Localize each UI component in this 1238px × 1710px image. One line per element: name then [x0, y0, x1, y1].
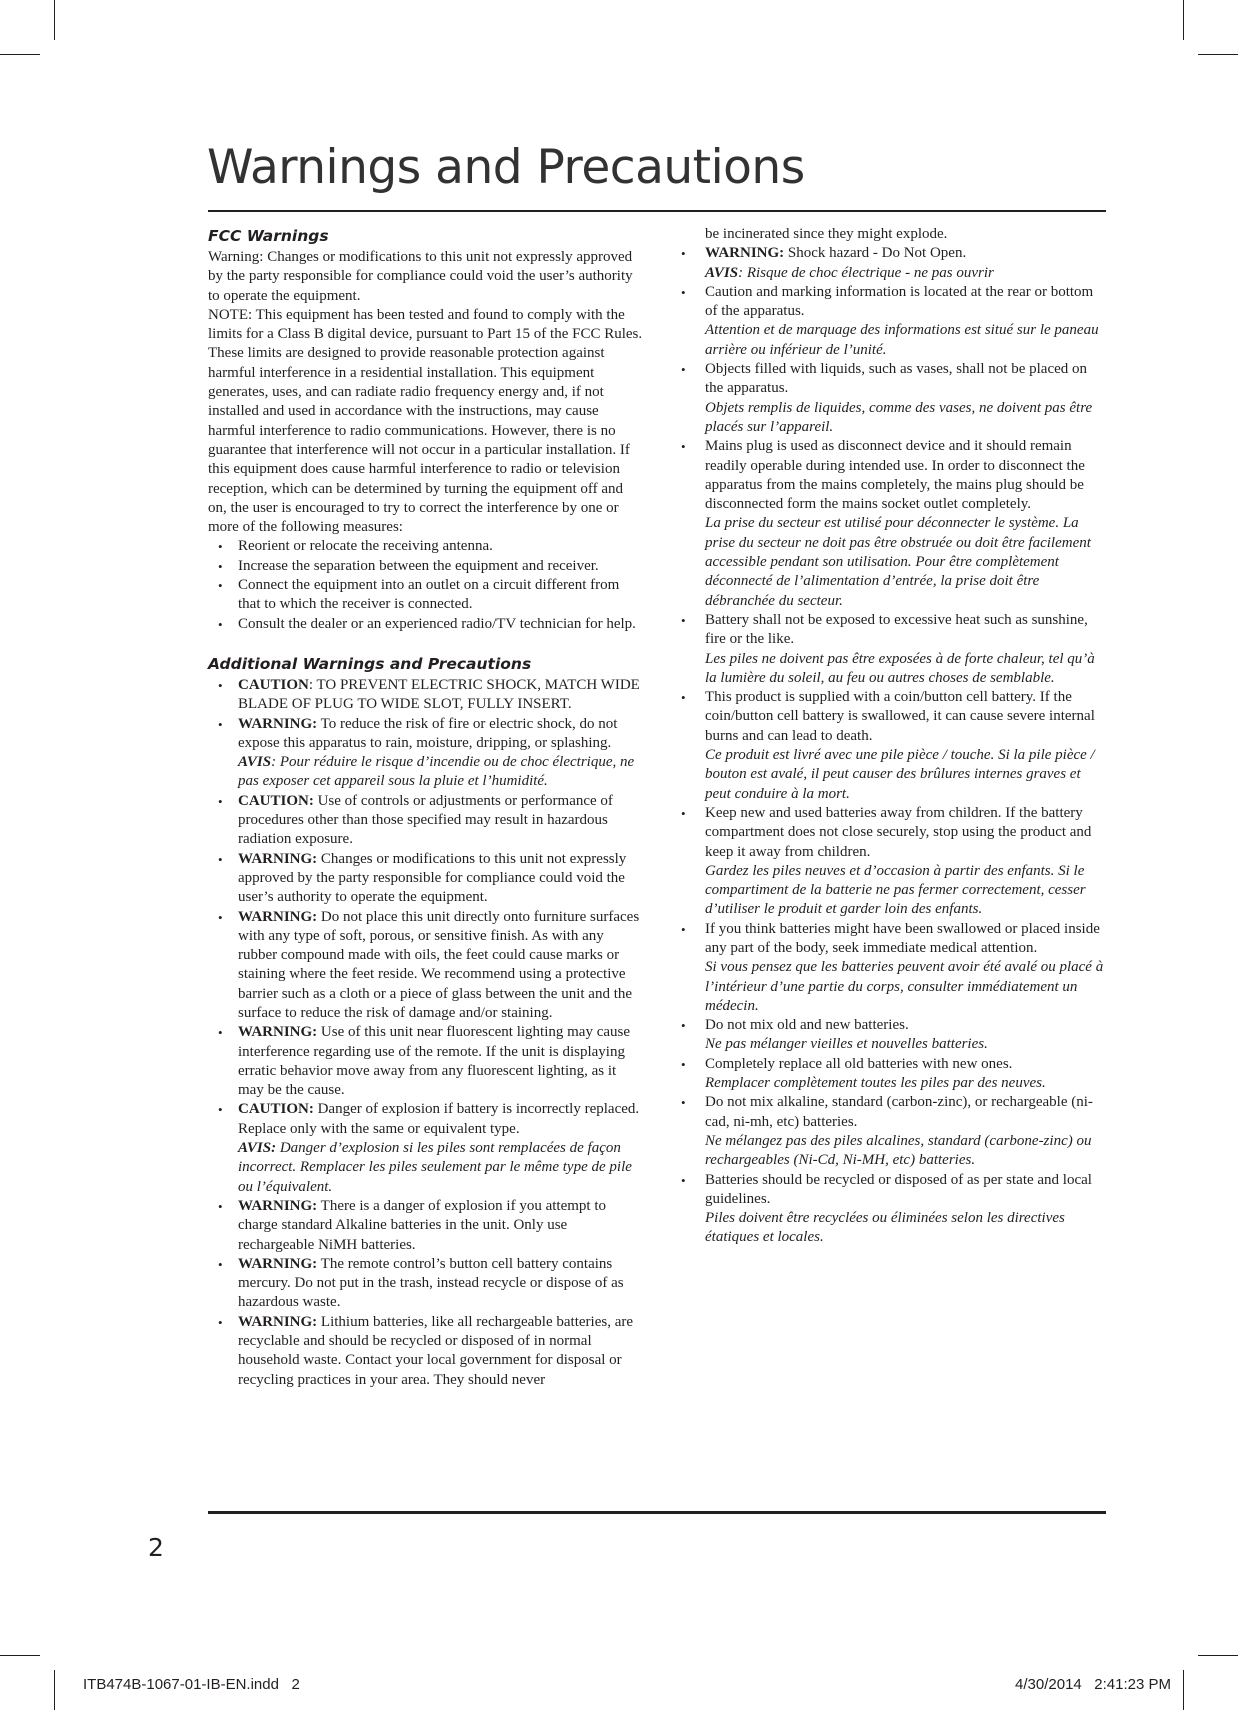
list-item	[677, 1016, 1107, 1055]
list-item	[208, 1197, 645, 1255]
list-item	[208, 850, 645, 908]
slug-file-info: ITB474B-1067-01-IB-EN.indd 2	[83, 1676, 300, 1693]
list-item	[677, 804, 1107, 920]
french-translation: Si vous pensez que les batteries peuvent avoir été avalé ou placé à l’intérieur d’une partie du corps, consulter immédiatement un médecin.	[705, 959, 1104, 1014]
french-translation: Piles doivent être recyclées ou éliminées selon les directives étatiques et locales.	[705, 1210, 1065, 1246]
list-item	[677, 1055, 1107, 1094]
crop-mark	[1183, 1670, 1184, 1710]
crop-mark	[0, 1655, 40, 1656]
warning-text: Use of controls or adjustments or performance of procedures other than those specified may result in hazardous radiation exposure.	[238, 792, 613, 848]
crop-mark	[1183, 0, 1184, 40]
warning-text: This product is supplied with a coin/button cell battery. If the coin/button cell battery is swallowed, it can cause severe internal burns and can lead to death.	[705, 689, 1095, 744]
warning-text: Do not place this unit directly onto furniture surfaces with any type of soft, porous, or sensitive finish. As with any rubber compound made with oils, the feet could cause marks or staining where the feet reside. We recommend using a protective barrier such as a cloth or a piece of glass between the unit and the surface to reduce the risk of damage and/or staining.	[238, 908, 640, 1021]
french-translation: Gardez les piles neuves et d’occasion à partir des enfants. Si le compartiment de la batterie ne pas fermer correctement, cesser d’utiliser le produit et garder loin des enfants.	[705, 862, 1086, 918]
warning-text: : TO PREVENT ELECTRIC SHOCK, MATCH WIDE BLADE OF PLUG TO WIDE SLOT, FULLY INSERT.	[238, 676, 640, 713]
warning-label: WARNING:	[238, 850, 318, 867]
list-item	[677, 437, 1107, 611]
french-label: AVIS	[238, 754, 272, 771]
title-rule	[208, 210, 1106, 212]
list-item	[677, 611, 1107, 688]
list-item	[208, 1023, 645, 1100]
french-translation	[238, 1139, 645, 1197]
warning-text: Keep new and used batteries away from children. If the battery compartment does not close securely, stop using the product and keep it away from children.	[705, 804, 1092, 860]
list-item	[208, 1255, 645, 1313]
list-item	[677, 360, 1107, 437]
crop-mark	[1198, 1655, 1238, 1656]
french-translation: La prise du secteur est utilisé pour déconnecter le système. La prise du secteur ne doit pas être obstruée ou doit être facilement accessible pendant son utilisation. Pour être complètement déconnecté de l’alimentation d’entrée, la prise doit être débranchée du secteur.	[705, 515, 1091, 609]
list-item: • Connect the equipment into an outlet on a circuit different from that to which the receiver is connected.	[208, 576, 645, 615]
list-item: • Consult the dealer or an experienced radio/TV technician for help.	[208, 615, 645, 634]
warning-text: Batteries should be recycled or disposed of as per state and local guidelines.	[705, 1171, 1092, 1207]
warning-text: Battery shall not be exposed to excessive heat such as sunshine, fire or the like.	[705, 611, 1088, 648]
footer-rule	[208, 1511, 1106, 1514]
crop-mark	[0, 54, 40, 55]
warning-text: There is a danger of explosion if you attempt to charge standard Alkaline batteries in the unit. Only use rechargeable NiMH batteries.	[238, 1197, 606, 1253]
french-label: AVIS:	[238, 1140, 277, 1157]
page-title: Warnings and Precautions	[207, 140, 805, 195]
crop-mark	[54, 0, 55, 40]
left-column	[208, 226, 645, 1390]
warning-text: Do not mix alkaline, standard (carbon-zinc), or rechargeable (ni-cad, ni-mh, etc) batteries.	[705, 1094, 1093, 1130]
french-translation: Les piles ne doivent pas être exposées à de forte chaleur, tel qu’à la lumière du soleil, au feu ou autres choses de semblable.	[705, 650, 1095, 686]
warning-text: Lithium batteries, like all rechargeable batteries, are recyclable and should be recycled or disposed of in normal household waste. Contact your local government for disposal or recycling practices in your area. They should never	[238, 1313, 633, 1388]
french-translation	[705, 264, 1107, 283]
warning-text: Mains plug is used as disconnect device and it should remain readily operable during intended use. In order to disconnect the apparatus from the mains completely, the mains plug should be disconnected form the mains socket outlet completely.	[705, 438, 1085, 513]
fcc-warning-paragraph: Warning: Changes or modifications to this unit not expressly approved by the party responsible for compliance could void the user’s authority to operate the equipment.	[208, 249, 633, 304]
list-item: • Increase the separation between the equipment and receiver.	[208, 557, 645, 576]
list-item	[677, 1093, 1107, 1170]
french-translation: Ne mélangez pas des piles alcalines, standard (carbone-zinc) ou rechargeables (Ni-Cd, Ni-MH, etc) batteries.	[705, 1132, 1092, 1169]
warning-label: CAUTION	[238, 676, 309, 693]
list-item	[208, 676, 645, 715]
list-item	[208, 908, 645, 1024]
continued-text: be incinerated since they might explode.	[705, 226, 948, 242]
additional-warnings-list	[208, 676, 645, 1390]
warning-label: WARNING:	[238, 1313, 318, 1330]
warning-text: If you think batteries might have been swallowed or placed inside any part of the body, seek immediate medical attention.	[705, 920, 1100, 956]
slug-timestamp: 4/30/2014 2:41:23 PM	[1015, 1676, 1171, 1693]
list-item	[208, 792, 645, 850]
list-item	[677, 688, 1107, 804]
warning-text: To reduce the risk of fire or electric shock, do not expose this apparatus to rain, moisture, dripping, or splashing.	[238, 715, 618, 751]
warning-label: WARNING:	[238, 715, 318, 732]
right-column	[677, 225, 1107, 1248]
list-item	[208, 1313, 645, 1390]
list-item	[677, 1171, 1107, 1248]
french-text: Danger d’explosion si les piles sont remplacées de façon incorrect. Remplacer les piles seulement par le même type de pile ou l’équivalent.	[238, 1140, 632, 1195]
french-text: : Pour réduire le risque d’incendie ou de choc électrique, ne pas exposer cet appareil sous la pluie et l’humidité.	[238, 754, 635, 790]
warning-label: WARNING:	[238, 1024, 318, 1041]
fcc-measures-list	[208, 537, 645, 633]
warning-label: WARNING:	[238, 1255, 318, 1272]
right-warnings-list	[677, 244, 1107, 1247]
french-translation: Attention et de marquage des informations est situé sur le paneau arrière ou inférieur de l’unité.	[705, 322, 1099, 358]
list-item	[208, 1100, 645, 1196]
warning-label: WARNING:	[705, 245, 785, 262]
french-translation	[238, 753, 645, 792]
list-item	[677, 920, 1107, 1016]
french-translation: Ce produit est livré avec une pile pièce / touche. Si la pile pièce / bouton est avalé, il peut causer des brûlures internes graves et peut conduire à la mort.	[705, 747, 1095, 802]
crop-mark	[54, 1670, 55, 1710]
crop-mark	[1198, 54, 1238, 55]
list-item	[677, 244, 1107, 283]
page-number: 2	[148, 1533, 164, 1562]
fcc-heading: FCC Warnings	[208, 227, 329, 245]
list-item	[208, 715, 645, 792]
warning-text: Completely replace all old batteries with new ones.	[705, 1055, 1013, 1072]
warning-label: WARNING:	[238, 1197, 318, 1214]
warning-label: WARNING:	[238, 908, 318, 925]
french-translation: Remplacer complètement toutes les piles par des neuves.	[705, 1075, 1046, 1092]
fcc-note-paragraph: NOTE: This equipment has been tested and found to comply with the limits for a Class B digital device, pursuant to Part 15 of the FCC Rules. These limits are designed to provide reasonable protection against harmful interference in a residential installation. This equipment generates, uses, and can radiate radio frequency energy and, if not installed and used in accordance with the instructions, may cause harmful interference to radio communications. However, there is no guarantee that interference will not occur in a particular installation. If this equipment does cause harmful interference to radio or television reception, which can be determined by turning the equipment off and on, the user is encouraged to try to correct the interference by one or more of the following measures:	[208, 306, 643, 536]
warning-label: CAUTION:	[238, 792, 314, 809]
french-translation: Objets remplis de liquides, comme des vases, ne doivent pas être placés sur l’appareil.	[705, 399, 1093, 435]
warning-text: The remote control’s button cell battery contains mercury. Do not put in the trash, instead recycle or dispose of as hazardous waste.	[238, 1255, 624, 1311]
french-label: AVIS	[705, 264, 739, 281]
warning-text: Objects filled with liquids, such as vases, shall not be placed on the apparatus.	[705, 361, 1088, 397]
warning-text: Do not mix old and new batteries.	[705, 1017, 909, 1034]
warning-text: Use of this unit near fluorescent lighting may cause interference regarding use of the remote. If the unit is displaying erratic behavior move away from any fluorescent lighting, as it may be the cause.	[238, 1024, 631, 1099]
list-item	[677, 283, 1107, 360]
warning-label: CAUTION:	[238, 1101, 314, 1118]
french-text: : Risque de choc électrique - ne pas ouvrir	[738, 264, 994, 281]
list-item: • Reorient or relocate the receiving antenna.	[208, 537, 645, 556]
warning-text: Danger of explosion if battery is incorrectly replaced. Replace only with the same or equivalent type.	[238, 1101, 640, 1137]
warning-text: Changes or modifications to this unit not expressly approved by the party responsible for compliance could void the user’s authority to operate the equipment.	[238, 850, 627, 906]
french-translation: Ne pas mélanger vieilles et nouvelles batteries.	[705, 1036, 988, 1053]
additional-heading: Additional Warnings and Precautions	[208, 654, 532, 673]
warning-text: Caution and marking information is located at the rear or bottom of the apparatus.	[705, 283, 1094, 320]
warning-text: Shock hazard - Do Not Open.	[784, 245, 967, 262]
